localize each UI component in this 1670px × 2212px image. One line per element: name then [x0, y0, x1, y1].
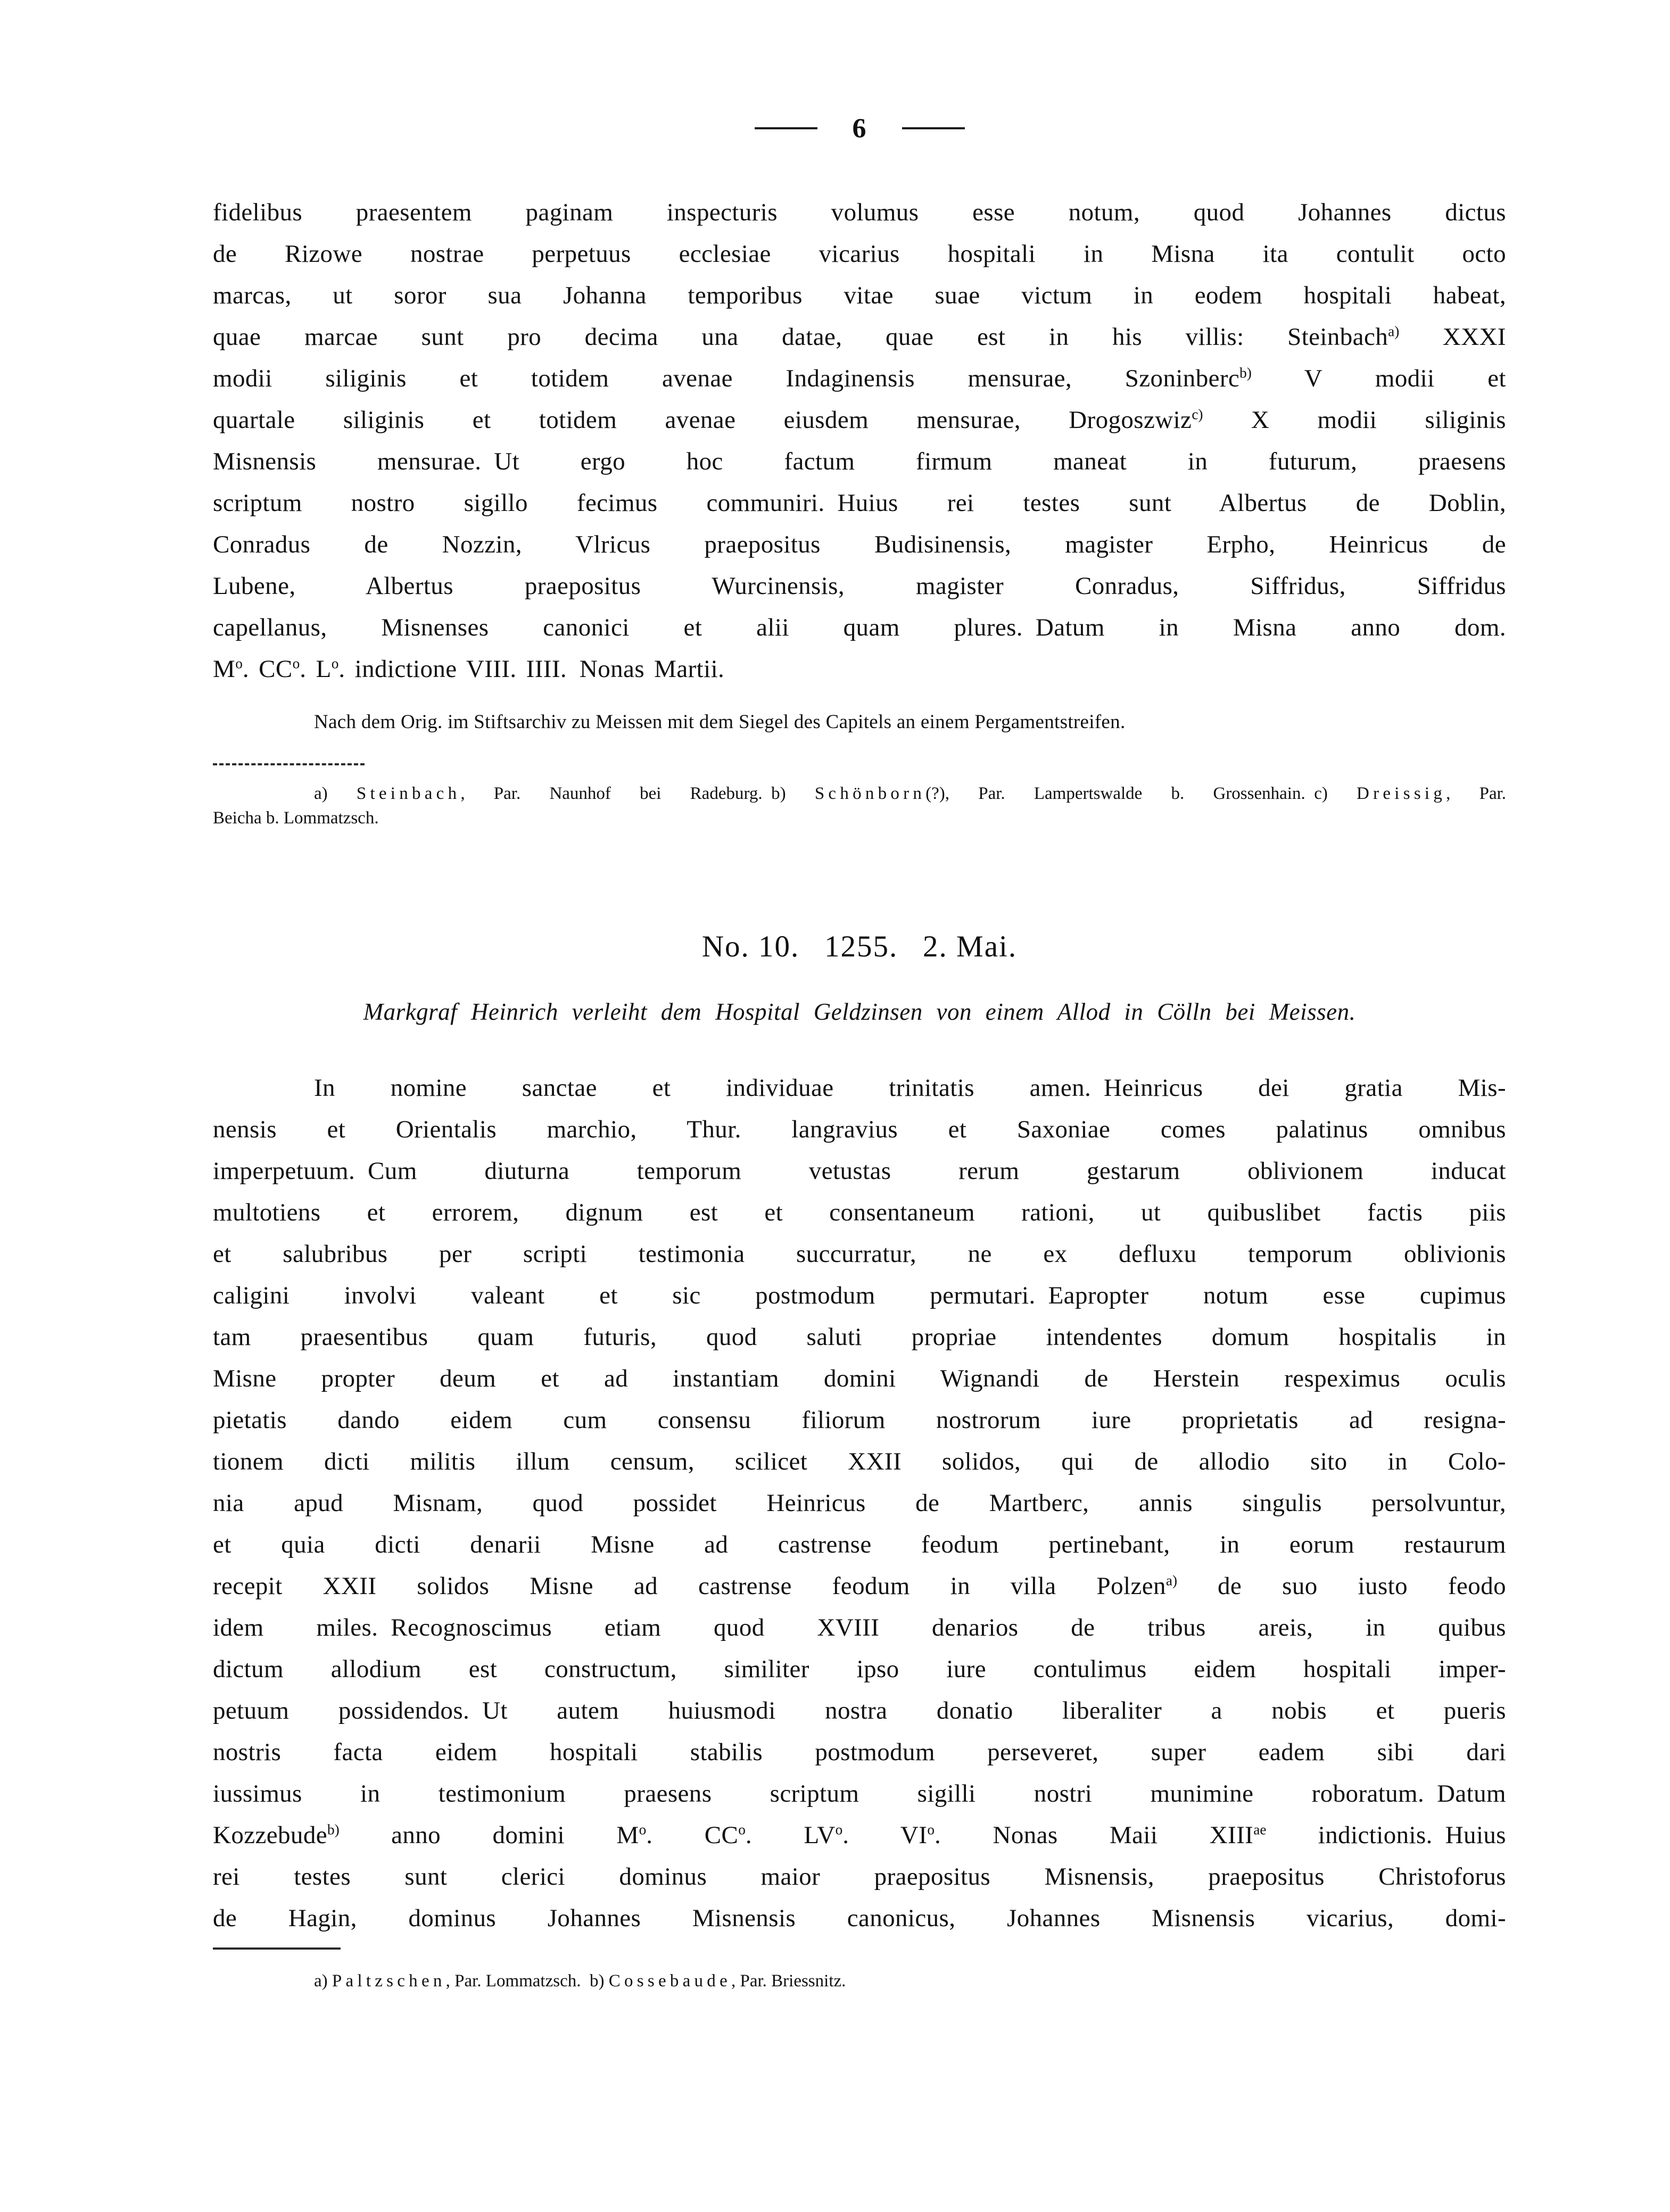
text-line: de Hagin, dominus Johannes Misnensis canonicus, Johannes Misnensis vicarius, domi-: [213, 1904, 1506, 1932]
text-line: marcas, ut soror sua Johanna temporibus vitae suae victum in eodem hospitali habeat,: [213, 282, 1506, 309]
text-line: tam praesentibus quam futuris, quod saluti propriae intendentes domum hospitalis in: [213, 1323, 1506, 1351]
text-line: Misnensis mensurae. Ut ergo hoc factum firmum maneat in futurum, praesens: [213, 448, 1506, 475]
text-line: quae marcae sunt pro decima una datae, quae est in his villis: Steinbach$^{a)}$ XXXI: [213, 323, 1506, 351]
text-line: multotiens et errorem, dignum est et consentaneum rationi, ut quibuslibet factis piis: [213, 1199, 1506, 1226]
text-line: $M^o$. $CC^o$. $L^o$. indictione VIII. IIII. Nonas Martii.: [213, 655, 725, 683]
text-line: idem miles. Recognoscimus etiam quod XVIII denarios de tribus areis, in quibus: [213, 1614, 1506, 1641]
text-line: Beicha b. Lommatzsch.: [213, 808, 379, 828]
text-line: et salubribus per scripti testimonia succurratur, ne ex defluxu temporum oblivionis: [213, 1240, 1506, 1268]
text-line: Lubene, Albertus praepositus Wurcinensis, magister Conradus, Siffridus, Siffridus: [213, 572, 1506, 600]
text-block: [213, 0, 1506, 1993]
charter-10-heading: No. 10. 1255. 2. Mai.: [701, 930, 1018, 963]
page-number-dash-right-icon: [902, 127, 965, 129]
charter-10-footnotes: [213, 1969, 1506, 1993]
text-line: petuum possidendos. Ut autem huiusmodi nostra donatio liberaliter a nobis et pueris: [213, 1697, 1506, 1724]
footnote-separator-rule-1: [213, 763, 365, 765]
text-line: de Rizowe nostrae perpetuus ecclesiae vicarius hospitali in Misna ita contulit octo: [213, 240, 1506, 268]
text-line: iussimus in testimonium praesens scriptum sigilli nostri munimine roboratum. Datum: [213, 1780, 1506, 1807]
text-line: rei testes sunt clerici dominus maior praepositus Misnensis, praepositus Christoforus: [213, 1863, 1506, 1891]
text-line: a) Paltzschen, Par. Lommatzsch. b) Cossebaude, Par. Briessnitz.: [314, 1971, 846, 1991]
page-header: [213, 0, 1506, 149]
text-line: et quia dicti denarii Misne ad castrense feodum pertinebant, in eorum restaurum: [213, 1531, 1506, 1558]
page-number-dash-left-icon: [755, 127, 817, 129]
text-line: Conradus de Nozzin, Vlricus praepositus Budisinensis, magister Erpho, Heinricus de: [213, 531, 1506, 558]
text-line: nia apud Misnam, quod possidet Heinricus de Martberc, annis singulis persolvuntur,: [213, 1489, 1506, 1517]
text-line: tionem dicti militis illum censum, scilicet XXII solidos, qui de allodio sito in Colo-: [213, 1448, 1506, 1475]
text-line: capellanus, Misnenses canonici et alii quam plures. Datum in Misna anno dom.: [213, 614, 1506, 641]
footnote-separator-rule-2: [213, 1947, 341, 1950]
page-number: 6: [852, 113, 867, 144]
text-line: Misne propter deum et ad instantiam domini Wignandi de Herstein respeximus oculis: [213, 1365, 1506, 1392]
text-line: a) Steinbach, Par. Naunhof bei Radeburg. b) Schönborn(?), Par. Lampertswalde b. Grossenhain. c) Dreissig, Par.: [314, 784, 1507, 803]
text-line: scriptum nostro sigillo fecimus communiri. Huius rei testes sunt Albertus de Doblin,: [213, 489, 1506, 517]
text-line: In nomine sanctae et individuae trinitatis amen. Heinricus dei gratia Mis-: [314, 1074, 1506, 1102]
text-line: recepit XXII solidos Misne ad castrense feodum in villa Polzen$^{a)}$ de suo iusto feodo: [213, 1572, 1507, 1600]
text-line: modii siliginis et totidem avenae Indaginensis mensurae, Szoninberc$^{b)}$ V modii et: [213, 365, 1506, 392]
text-line: imperpetuum. Cum diuturna temporum vetustas rerum gestarum oblivionem inducat: [213, 1157, 1506, 1185]
text-line: pietatis dando eidem cum consensu filiorum nostrorum iure proprietatis ad resigna-: [213, 1406, 1506, 1434]
charter-10-summary: Markgraf Heinrich verleiht dem Hospital Geldzinsen von einem Allod in Cölln bei Meissen.: [363, 998, 1356, 1025]
charter-10-body-text: [213, 1067, 1506, 1939]
text-line: nensis et Orientalis marchio, Thur. langravius et Saxoniae comes palatinus omnibus: [213, 1116, 1506, 1143]
text-line: nostris facta eidem hospitali stabilis postmodum perseveret, super eadem sibi dari: [213, 1738, 1506, 1766]
charter-9-footnotes: [213, 781, 1506, 830]
text-line: dictum allodium est constructum, similiter ipso iure contulimus eidem hospitali imper-: [213, 1655, 1506, 1683]
text-line: quartale siliginis et totidem avenae eiusdem mensurae, Drogoszwiz$^{c)}$ X modii siliginis: [213, 406, 1506, 434]
text-line: fidelibus praesentem paginam inspecturis volumus esse notum, quod Johannes dictus: [213, 199, 1506, 226]
text-line: caligini involvi valeant et sic postmodum permutari. Eapropter notum esse cupimus: [213, 1282, 1506, 1309]
charter-9-body-text: [213, 192, 1506, 690]
charter-9-source-note: Nach dem Orig. im Stiftsarchiv zu Meissen mit dem Siegel des Capitels an einem Pergamentstreifen.: [314, 711, 1126, 733]
text-line: Kozzebude$^{b)}$ anno domini $M^o$. $CC^o$. $LV^o$. $VI^o$. Nonas Maii $XIII^{ae}$ indictionis. Huius: [213, 1821, 1506, 1849]
